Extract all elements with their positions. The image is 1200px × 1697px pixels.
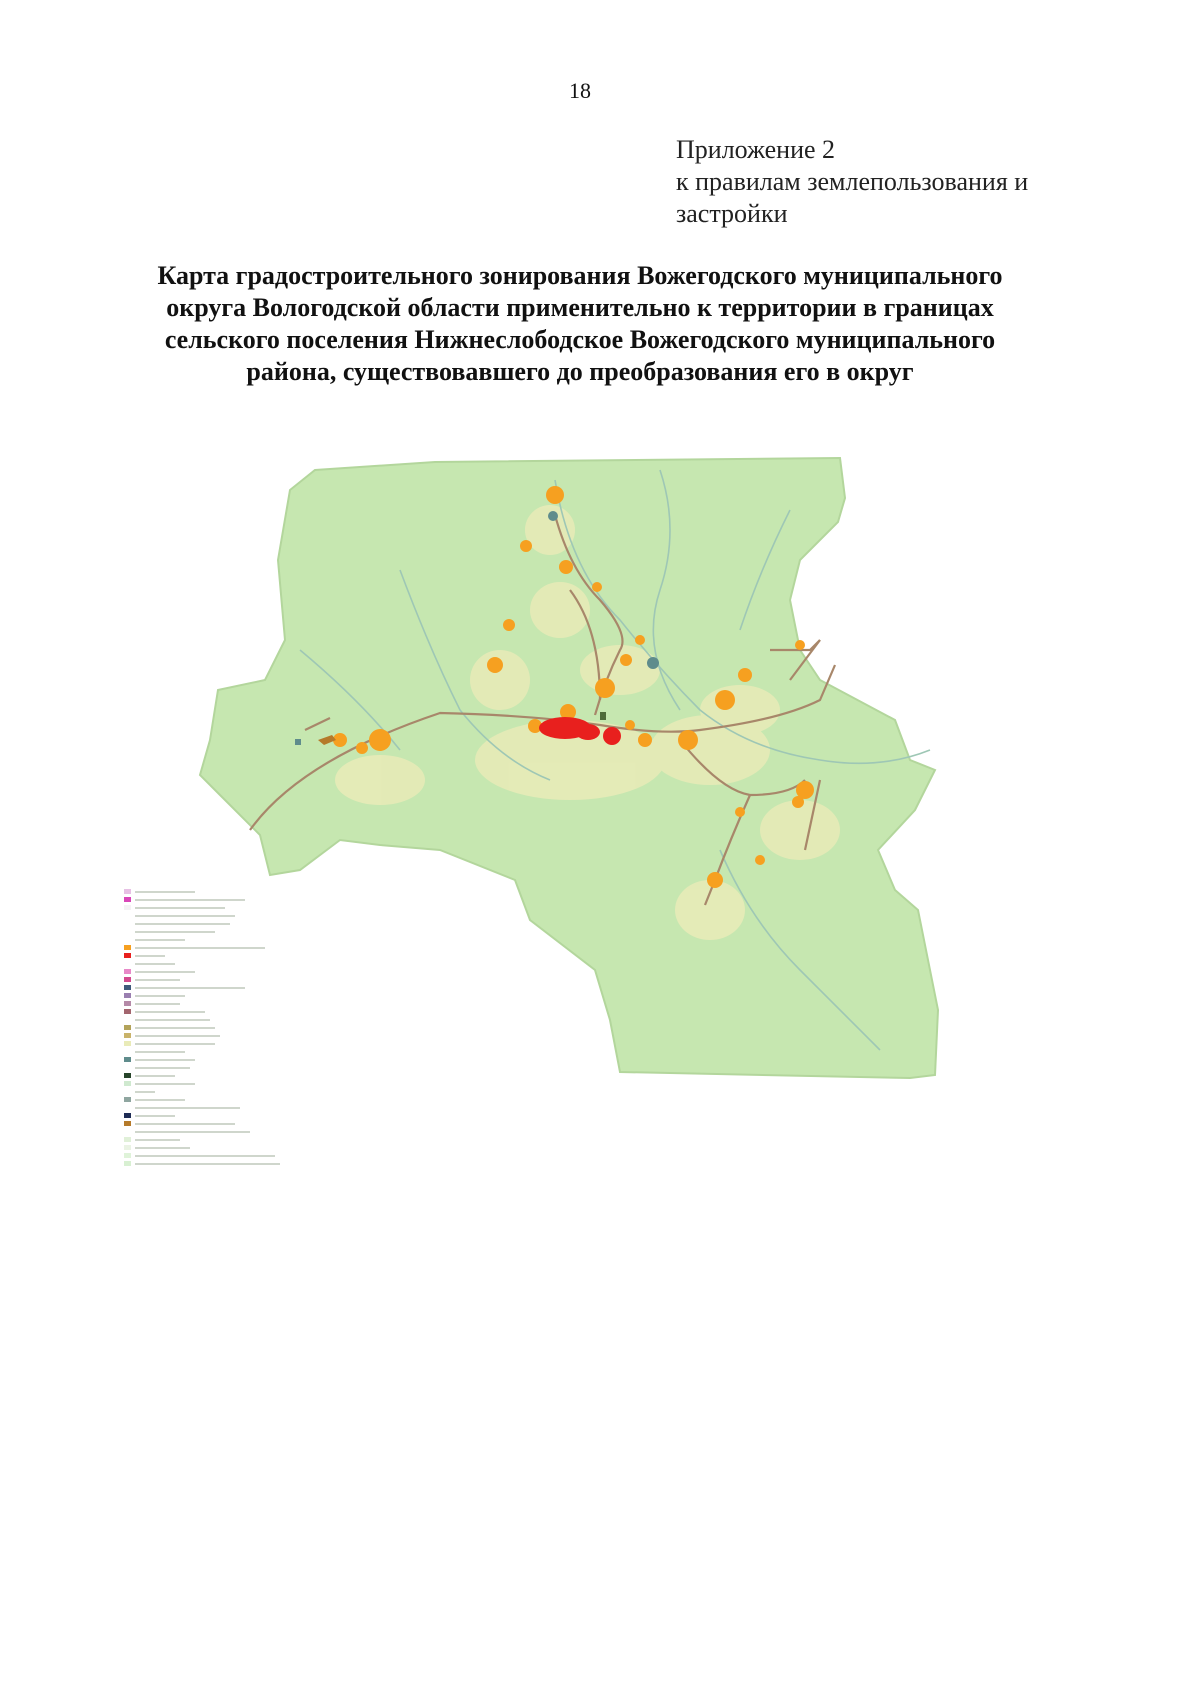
appendix-line-1: Приложение 2 <box>676 135 836 164</box>
legend-row <box>124 1080 284 1087</box>
legend-row <box>124 984 284 991</box>
legend-row <box>124 912 284 919</box>
legend-row <box>124 1056 284 1063</box>
legend-row <box>124 920 284 927</box>
legend-row <box>124 1152 284 1159</box>
legend-row <box>124 1048 284 1055</box>
legend-row <box>124 1128 284 1135</box>
appendix-line-3: застройки <box>676 199 788 228</box>
legend-row <box>124 952 284 959</box>
appendix-line-2: к правилам землепользования и <box>676 167 1029 196</box>
title-line-2: округа Вологодской области применительно к территории в границах <box>166 293 994 322</box>
document-title <box>100 260 1060 388</box>
legend-row <box>124 1064 284 1071</box>
legend-row <box>124 944 284 951</box>
legend-row <box>124 1040 284 1047</box>
legend-row <box>124 1096 284 1103</box>
legend-row <box>124 1008 284 1015</box>
legend-row <box>124 1032 284 1039</box>
title-line-1: Карта градостроительного зонирования Вожегодского муниципального <box>157 261 1003 290</box>
legend-row <box>124 904 284 911</box>
page-number: 18 <box>569 78 591 103</box>
legend-row <box>124 1000 284 1007</box>
legend-row <box>124 1024 284 1031</box>
legend-row <box>124 896 284 903</box>
legend-row <box>124 936 284 943</box>
legend-row <box>124 992 284 999</box>
legend-row <box>124 968 284 975</box>
legend-row <box>124 960 284 967</box>
legend-row <box>124 1072 284 1079</box>
title-line-4: района, существовавшего до преобразования его в округ <box>246 357 914 386</box>
legend-row <box>124 1120 284 1127</box>
legend-row <box>124 1016 284 1023</box>
cemetery-mark <box>600 712 606 720</box>
legend-row <box>124 1144 284 1151</box>
legend-row <box>124 1088 284 1095</box>
title-line-3: сельского поселения Нижнеслободское Вожегодского муниципального <box>164 325 996 354</box>
legend-row <box>124 1136 284 1143</box>
legend-row <box>124 1104 284 1111</box>
appendix-note <box>676 134 1028 230</box>
map-legend <box>124 888 284 1168</box>
legend-row <box>124 928 284 935</box>
legend-row <box>124 1160 284 1167</box>
legend-row <box>124 888 284 895</box>
legend-row <box>124 976 284 983</box>
legend-row <box>124 1112 284 1119</box>
